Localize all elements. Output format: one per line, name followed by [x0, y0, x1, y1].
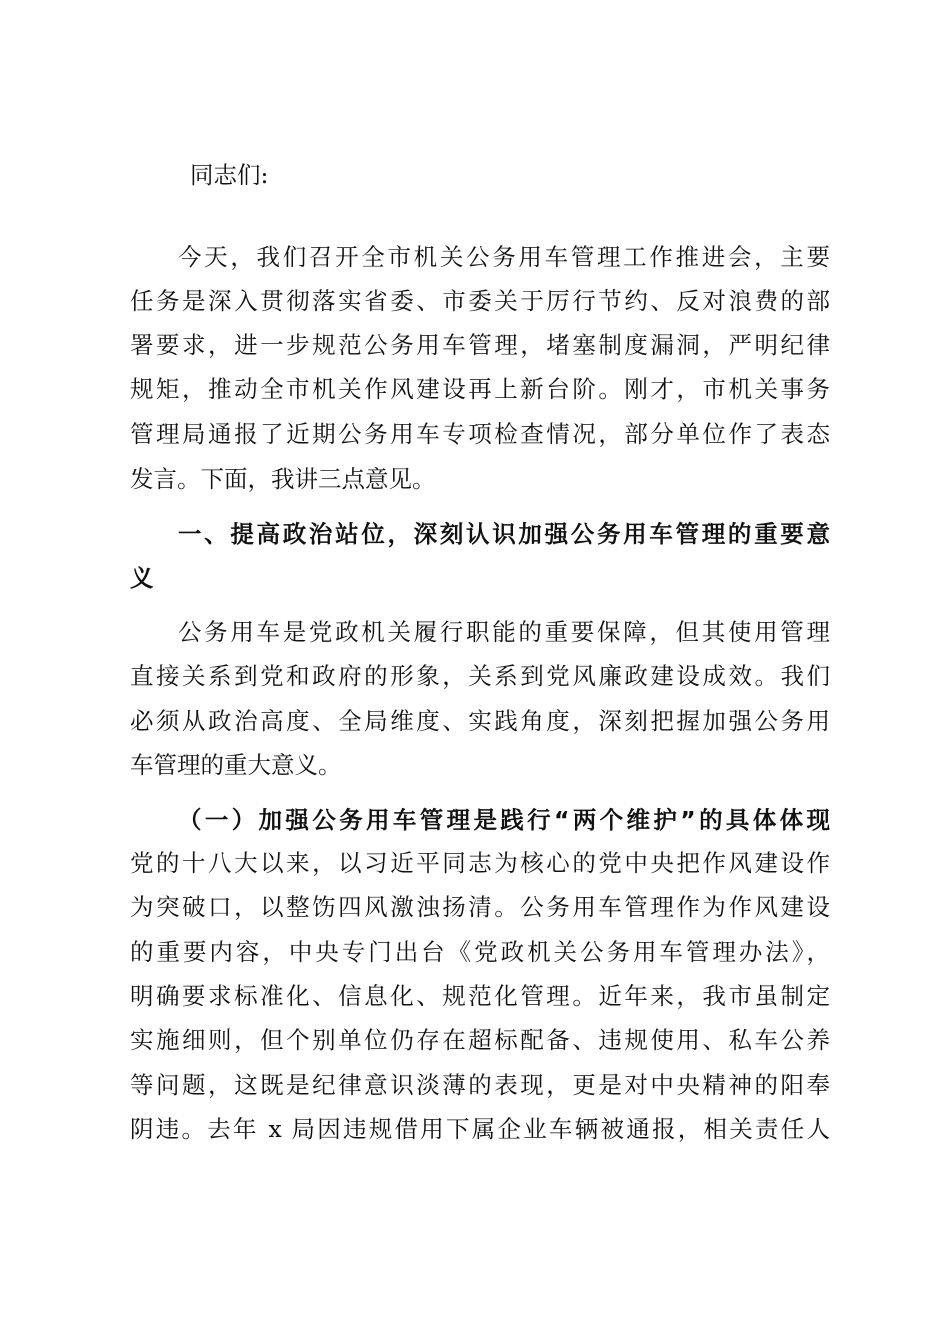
- intro-line: 发言。下面，我讲三点意见。: [130, 465, 436, 493]
- salutation: 同志们:: [190, 161, 269, 189]
- intro-line: 今天，我们召开全市机关公务用车管理工作推进会，主要: [178, 243, 830, 271]
- intro-line: 署要求，进一步规范公务用车管理，堵塞制度漏洞，严明纪律: [130, 331, 830, 359]
- body-line: 公务用车是党政机关履行职能的重要保障，但其使用管理: [178, 618, 830, 646]
- body-line: 等问题，这既是纪律意识淡薄的表现，更是对中央精神的阳奉: [130, 1071, 830, 1099]
- intro-line: 规矩，推动全市机关作风建设再上新台阶。刚才，市机关事务: [130, 375, 830, 403]
- body-line: 阴违。去年 x 局因违规借用下属企业车辆被通报，相关责任人: [130, 1115, 830, 1143]
- body-line: 明确要求标准化、信息化、规范化管理。近年来，我市虽制定: [130, 982, 830, 1010]
- body-line: 的重要内容，中央专门出台《党政机关公务用车管理办法》，: [130, 938, 830, 966]
- body-line: 必须从政治高度、全局维度、实践角度，深刻把握加强公务用: [130, 707, 830, 735]
- intro-line: 任务是深入贯彻落实省委、市委关于厉行节约、反对浪费的部: [130, 287, 830, 315]
- body-line: 直接关系到党和政府的形象，关系到党风廉政建设成效。我们: [130, 662, 830, 690]
- body-line: 车管理的重大意义。: [130, 751, 342, 779]
- section-heading: 一、提高政治站位，深刻认识加强公务用车管理的重要意: [178, 520, 830, 548]
- subsection-heading: （一）加强公务用车管理是践行“两个维护”的具体体现: [178, 806, 830, 834]
- body-line: 实施细则，但个别单位仍存在超标配备、违规使用、私车公养: [130, 1026, 830, 1054]
- section-heading: 义: [130, 564, 154, 592]
- intro-line: 管理局通报了近期公务用车专项检查情况，部分单位作了表态: [130, 420, 830, 448]
- body-line: 党的十八大以来，以习近平同志为核心的党中央把作风建设作: [130, 849, 830, 877]
- body-line: 为突破口，以整饬四风激浊扬清。公务用车管理作为作风建设: [130, 893, 830, 921]
